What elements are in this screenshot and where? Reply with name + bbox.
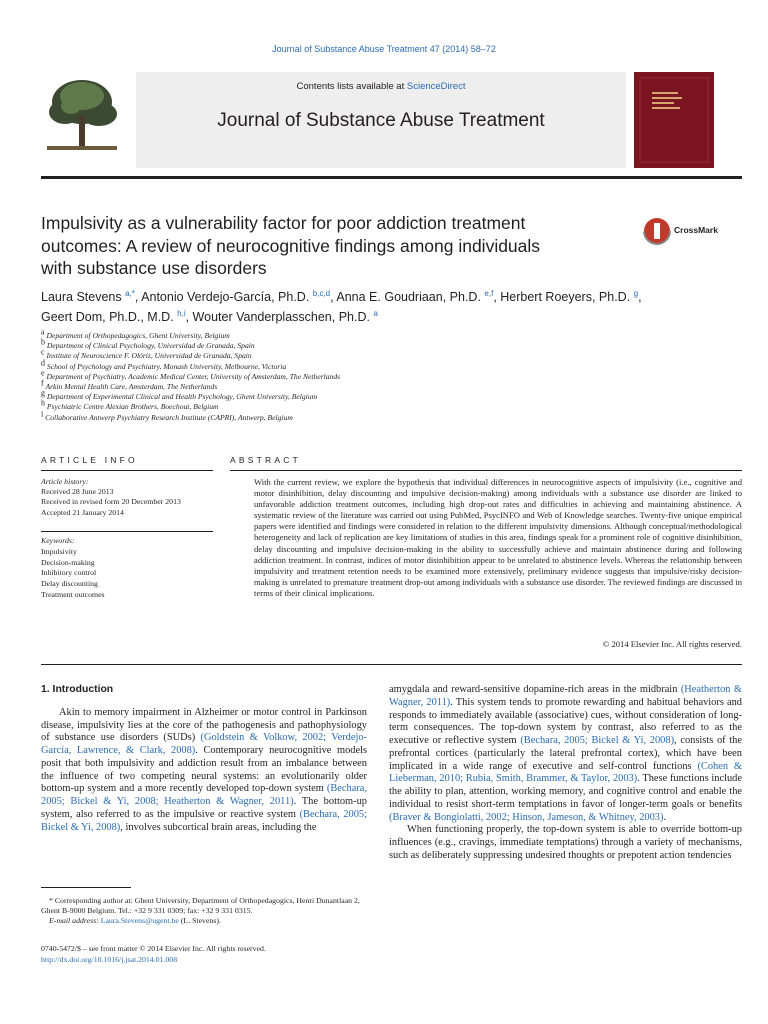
copyright-notice: © 2014 Elsevier Inc. All rights reserved.	[602, 639, 742, 649]
affiliation-item	[41, 409, 742, 423]
keyword: Decision-making	[41, 557, 95, 567]
corresponding-author-note: * Corresponding author at: Ghent University, Department of Orthopedagogics, Henri Dunantlaan 2, Ghent B-9000 Belgium. Tel.: +32 9 331 0309; fax: +32 9 331 0315.	[41, 896, 360, 916]
author-name: Herbert Roeyers, Ph.D.	[500, 290, 634, 304]
contents-line	[136, 81, 626, 92]
author-separator: ,	[493, 290, 501, 304]
author-affiliation-link[interactable]: a	[373, 308, 378, 318]
affiliation-item	[41, 347, 742, 361]
header-rule	[41, 176, 742, 179]
section-rule	[41, 664, 742, 665]
affiliation-mark: a	[41, 327, 45, 337]
body-column-right	[389, 684, 742, 863]
body-text: , involves subcortical brain areas, including the	[120, 821, 317, 833]
title-line: outcomes: A review of neurocognitive findings among individuals	[41, 235, 541, 256]
email-link[interactable]: Laura.Stevens@ugent.be	[100, 916, 179, 926]
author-separator: ,	[185, 310, 193, 324]
body-text: . The bottom-up system, also referred to as the impulsive or reactive system	[41, 796, 367, 820]
author-affiliation-link[interactable]: b,c,d	[312, 288, 331, 298]
keywords-block	[41, 536, 216, 601]
history-label: Article history:	[41, 477, 89, 486]
affiliation-item	[41, 398, 742, 412]
author-separator: ,	[638, 290, 642, 304]
affiliation-text: School of Psychology and Psychiatry, Monash University, Melbourne, Victoria	[46, 361, 287, 371]
author-separator: ,	[134, 290, 142, 304]
email-line	[41, 916, 367, 926]
author-name: Geert Dom, Ph.D., M.D.	[41, 310, 178, 324]
crossmark-badge[interactable]	[642, 216, 752, 246]
keyword: Treatment outcomes	[41, 589, 105, 599]
citation-link[interactable]: (Bechara, 2005; Bickel & Yi, 2008; Heatherton & Wagner, 2011)	[41, 783, 367, 807]
body-text: . Contemporary neurocognitive models posit that both impulsivity and addiction result from an imbalance between the influence of two competing neural systems: an evolutionarily older bottom-up system and a more recently developed top-down system	[41, 745, 368, 795]
citation-link[interactable]: (Cohen & Lieberman, 2010; Rubia, Smith, Brammer, & Taylor, 2003)	[389, 760, 742, 785]
author-name: Laura Stevens	[41, 290, 126, 304]
citation-link[interactable]: (Heatherton & Wagner, 2011)	[389, 684, 742, 708]
body-text: amygdala and reward-sensitive dopamine-rich areas in the midbrain	[389, 684, 681, 695]
footnote-rule	[41, 887, 131, 888]
affiliation-mark: b	[41, 337, 45, 347]
author-name: Wouter Vanderplasschen, Ph.D.	[192, 310, 374, 324]
affiliation-text: Department of Experimental Clinical and Health Psychology, Ghent University, Belgium	[46, 392, 318, 402]
affiliation-item	[41, 378, 742, 392]
history-rule	[41, 531, 213, 532]
email-suffix: (L. Stevens).	[178, 916, 221, 926]
author-name: Anna E. Goudriaan, Ph.D.	[336, 290, 485, 304]
body-text: Akin to memory impairment in Alzheimer or motor control in Parkinson disease, impulsivity lies at the core of the pathogenesis and pathophysiology of substance use disorders (SUDs)	[41, 706, 367, 744]
introduction-heading: 1. Introduction	[41, 684, 114, 695]
keyword: Inhibitory control	[41, 568, 97, 578]
affiliation-item	[41, 337, 742, 351]
affiliation-text: Institute of Neuroscience F. Olóriz, Universidad de Granada, Spain	[46, 351, 252, 361]
affiliation-mark: e	[41, 368, 45, 378]
affiliation-mark: h	[41, 398, 45, 408]
affiliation-text: Department of Orthopedagogics, Ghent University, Belgium	[46, 331, 230, 340]
publication-info	[41, 944, 367, 965]
crossmark-icon	[642, 216, 672, 246]
doi-link[interactable]: http://dx.doi.org/10.1016/j.jsat.2014.01.008	[41, 954, 178, 964]
title-line: with substance use disorders	[41, 258, 267, 278]
title-line: Impulsivity as a vulnerability factor for poor addiction treatment	[41, 213, 526, 233]
elsevier-logo	[41, 72, 123, 168]
body-text: . This system tends to promote rewarding and habitual behaviors and responds to immediately available (associative) cues, without consideration of long-term consequences. The top-down system by contrast, also referred to as the executive or reflective system	[389, 696, 743, 746]
affiliation-item	[41, 368, 742, 382]
author-name: Antonio Verdejo-García, Ph.D.	[141, 290, 313, 304]
affiliation-mark: g	[41, 388, 45, 398]
body-paragraph	[41, 707, 367, 835]
affiliation-text: Psychiatric Centre Alexian Brothers, Boechout, Belgium	[46, 402, 219, 412]
sciencedirect-link[interactable]: ScienceDirect	[406, 81, 466, 92]
issn-line: 0740-5472/$ – see front matter © 2014 Elsevier Inc. All rights reserved.	[41, 944, 266, 953]
author-affiliation-link[interactable]: e,f	[484, 288, 494, 298]
accepted-date: Accepted 21 January 2014	[41, 507, 124, 517]
body-text: . These functions include the ability to plan, attention, working memory, and cognitive control and enable the individual to resist short-term temptations in favor of longer-term goals or benefits	[389, 773, 742, 810]
article-history	[41, 477, 216, 518]
article-info-rule	[41, 470, 213, 471]
author-affiliation-link[interactable]: a,*	[125, 288, 135, 298]
author-affiliation-link[interactable]: h,i	[177, 308, 186, 318]
abstract-rule	[230, 470, 742, 471]
affiliation-item	[41, 388, 742, 402]
footnote-block	[41, 896, 367, 927]
affiliation-mark: c	[41, 347, 45, 357]
article-info-heading: ARTICLE INFO	[41, 455, 138, 465]
contents-prefix: Contents lists available at	[296, 81, 407, 92]
author-list	[41, 287, 742, 327]
journal-cover-image	[634, 72, 714, 168]
journal-title: Journal of Substance Abuse Treatment	[217, 110, 545, 131]
journal-reference-link[interactable]: Journal of Substance Abuse Treatment 47 (2014) 58–72	[272, 44, 496, 54]
author-separator: ,	[330, 290, 337, 304]
affiliation-item	[41, 358, 742, 372]
body-paragraph: When functioning properly, the top-down system is able to override bottom-up influences (e.g., cravings, immediate temptations) through a variety of mechanisms, such as deliberately suppressing undesired thoughts or prepotent action tendencies	[389, 824, 742, 861]
body-text: , consists of the prefrontal cortices (particularly the lateral prefrontal cortex), which have been implicated in a wide range of executive and self-control functions	[389, 735, 742, 772]
citation-link[interactable]: (Goldstein & Volkow, 2002; Verdejo-García, Lawrence, & Clark, 2008)	[41, 732, 368, 756]
crossmark-label: CrossMark	[674, 225, 718, 235]
abstract-text: With the current review, we explore the hypothesis that individual differences in neurocognitive aspects of impulsivity (i.e., cognitive and motor disinhibition, delay discounting and impulsive decision-making) among individuals with a substance use disorder are linked to unfavorable addiction treatment outcomes, including high drop-out rates and difficulties in achieving and maintaining abstinence. A systematic review of the literature was carried out using PubMed, PsycINFO and Web of Knowledge searches. Twenty-five unique empirical papers were identified and findings were considered in relation to the different impulsivity dimensions. Although conceptual/methodological heterogeneity and lack of replication are key limitations of studies in this area, findings speak for a prominent role of cognitive disinhibition, delay discounting and impulsive decision-making in the ability to successfully achieve and maintain abstinence during and following addiction treatment. In contrast, indices of motor disinhibition appear to be unrelated to abstinence levels. Whereas the relationship between impulsivity and treatment retention needs to be examined more extensively, preliminary evidence suggests that impulsive/risky decision-making is unrelated to premature treatment drop-out among individuals with a substance use disorder. The reviewed findings are discussed in terms of their clinical implications.	[254, 477, 742, 598]
affiliation-item	[41, 327, 742, 341]
keyword: Impulsivity	[41, 546, 77, 556]
affiliation-text: Department of Psychiatry, Academic Medical Center, University of Amsterdam, The Netherlands	[46, 371, 341, 381]
affiliation-text: Arkin Mental Health Care, Amsterdam, The Netherlands	[45, 382, 218, 392]
body-text: .	[663, 811, 667, 823]
affiliation-text: Collaborative Antwerp Psychiatry Research Institute (CAPRI), Antwerp, Belgium	[45, 412, 293, 422]
article-title	[41, 212, 601, 280]
body-paragraph	[389, 684, 742, 824]
citation-link[interactable]: (Braver & Bongiolatti, 2002; Hinson, Jameson, & Whitney, 2003)	[389, 811, 664, 823]
affiliation-mark: f	[41, 378, 44, 388]
keyword: Delay discounting	[41, 579, 98, 589]
affiliation-text: Department of Clinical Psychology, Universidad de Granada, Spain	[46, 341, 255, 351]
author-affiliation-link[interactable]: g	[633, 288, 639, 298]
affiliation-list	[41, 327, 742, 423]
affiliation-mark: i	[41, 409, 44, 419]
keywords-label: Keywords:	[41, 536, 75, 545]
body-column-left	[41, 684, 367, 834]
revised-date: Received in revised form 20 December 2013	[41, 497, 181, 507]
citation-link[interactable]: (Bechara, 2005; Bickel & Yi, 2008)	[520, 735, 675, 746]
citation-link[interactable]: (Bechara, 2005; Bickel & Yi, 2008)	[41, 808, 368, 833]
abstract-heading: ABSTRACT	[230, 455, 301, 465]
affiliation-mark: d	[41, 358, 45, 368]
received-date: Received 28 June 2013	[41, 487, 114, 497]
email-label: E-mail address:	[49, 916, 101, 926]
